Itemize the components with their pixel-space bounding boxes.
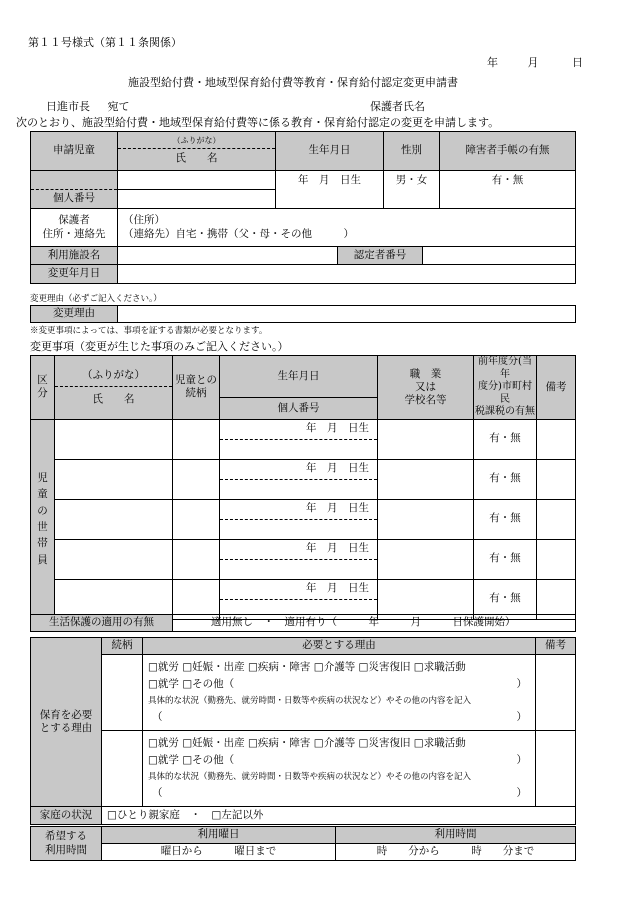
- division-header: [31, 356, 55, 420]
- hh-name-field[interactable]: [55, 459, 173, 499]
- disability-header: 障害者手帳の有無: [440, 132, 576, 171]
- reason-other-1[interactable]: □就学 □その他（: [148, 678, 235, 691]
- addressee-suffix: 宛て: [107, 100, 130, 113]
- hh-name-label: 氏 名: [92, 392, 135, 405]
- my-number-label: 個人番号: [31, 190, 118, 209]
- hours-label-1: 希望する: [45, 830, 87, 843]
- applicant-gender-field[interactable]: 男・女: [384, 171, 440, 209]
- family-table: [30, 806, 576, 825]
- days-field[interactable]: 曜日から 曜日まで: [102, 844, 336, 861]
- hh-relation-field[interactable]: [173, 579, 220, 619]
- guardian-field[interactable]: [118, 209, 576, 247]
- hh-tax-field[interactable]: 有・無: [474, 539, 537, 579]
- side-char: 員: [37, 553, 48, 566]
- reason-close-1: ）: [516, 678, 527, 691]
- reason-remarks-field-1[interactable]: [536, 655, 576, 731]
- addressee: [46, 98, 130, 114]
- hh-remarks-field[interactable]: [537, 459, 576, 499]
- hh-remarks-field[interactable]: [537, 419, 576, 459]
- hh-tax-field[interactable]: 有・無: [474, 459, 537, 499]
- reason-options-2[interactable]: □就労 □妊娠・出産 □疾病・障害 □介護等 □災害復旧 □求職活動: [148, 736, 466, 749]
- reason-table: [30, 637, 576, 807]
- gender-header: 性別: [384, 132, 440, 171]
- reason-remarks-header: 備考: [536, 638, 576, 655]
- day-label: 日: [572, 56, 583, 69]
- hh-job-field[interactable]: [378, 459, 474, 499]
- welfare-label: 生活保護の適用の有無: [31, 615, 173, 632]
- change-reason-note: 変更理由（必ずご記入ください。）: [30, 294, 162, 304]
- reason-detail-1: 具体的な状況（勤務先、就労時間・日数等や疾病の状況など）やその他の内容を記入: [148, 696, 472, 707]
- hh-birth-field[interactable]: 年 月 日生: [220, 579, 378, 599]
- reason-label-1: 保育を必要: [39, 708, 93, 721]
- hh-job-field[interactable]: [378, 419, 474, 459]
- reason-options-1[interactable]: □就労 □妊娠・出産 □疾病・障害 □介護等 □災害復旧 □求職活動: [148, 660, 466, 673]
- household-side-text: [31, 470, 54, 568]
- date-line: [487, 54, 607, 70]
- applicant-table: [30, 131, 576, 209]
- welfare-table: [30, 614, 576, 632]
- change-items-note: 変更事項（変更が生じた事項のみご記入ください。）: [30, 340, 289, 353]
- reason-close-2: ）: [516, 754, 527, 767]
- side-char: 帯: [37, 537, 48, 550]
- welfare-field[interactable]: 適用無し ・ 適用有り（ 年 月 日保護開始）: [173, 615, 576, 632]
- time-field[interactable]: 時 分から 時 分まで: [336, 844, 576, 861]
- page-title: 施設型給付費・地域型保育給付費等教育・保育給付認定変更申請書: [128, 76, 458, 89]
- change-date-label: 変更年月日: [31, 265, 118, 284]
- addressee-name: 日進市長: [46, 100, 90, 113]
- month-label: 月: [527, 56, 539, 69]
- hh-birth-field[interactable]: 年 月 日生: [220, 459, 378, 479]
- furigana-label: （ふりがな）: [118, 136, 275, 149]
- side-char: 童: [37, 488, 48, 501]
- hh-birth-field[interactable]: 年 月 日生: [220, 499, 378, 519]
- hh-remarks-field[interactable]: [537, 579, 576, 619]
- hh-name-field[interactable]: [55, 539, 173, 579]
- hh-name-field[interactable]: [55, 499, 173, 539]
- cert-number-field[interactable]: [423, 247, 576, 265]
- hh-furigana-label: （ふりがな）: [55, 369, 172, 387]
- hh-job-field[interactable]: [378, 579, 474, 619]
- relation-header: 児童との続柄: [173, 356, 220, 420]
- my-number-boxes[interactable]: [118, 190, 276, 209]
- household-table: [30, 355, 576, 620]
- reason-relation-header: 続柄: [102, 638, 143, 655]
- cert-number-label: 認定者番号: [338, 247, 423, 265]
- change-date-field[interactable]: [118, 265, 576, 284]
- reason-close-1b: ）: [516, 710, 527, 723]
- hh-remarks-field[interactable]: [537, 539, 576, 579]
- address-field[interactable]: （住所）: [123, 214, 165, 227]
- change-reason-table: [30, 305, 576, 323]
- applicant-label: 申請児童: [31, 132, 118, 171]
- tax-header-2: 度分)市町村民: [478, 381, 532, 405]
- hh-remarks-field[interactable]: [537, 499, 576, 539]
- year-label: 年: [487, 56, 498, 69]
- family-label: 家庭の状況: [31, 807, 102, 825]
- side-char: の: [37, 504, 48, 517]
- hh-birth-header: 生年月日: [220, 356, 378, 398]
- hh-mynumber-boxes[interactable]: [220, 479, 378, 499]
- hh-mynumber-boxes[interactable]: [220, 519, 378, 539]
- job-header: [378, 356, 474, 420]
- reason-label-2: とする理由: [39, 722, 93, 734]
- reason-close-2b: ）: [516, 786, 527, 799]
- hh-relation-field[interactable]: [173, 419, 220, 459]
- reason-open-1: （: [152, 710, 163, 723]
- applicant-disability-field[interactable]: 有・無: [440, 171, 576, 209]
- applicant-name-header: [118, 132, 276, 171]
- side-char: 児: [37, 472, 48, 485]
- reason-other-2[interactable]: □就学 □その他（: [148, 754, 235, 767]
- hh-tax-field[interactable]: 有・無: [474, 579, 537, 619]
- hh-mynumber-boxes[interactable]: [220, 439, 378, 459]
- change-reason-label: 変更理由: [31, 306, 118, 323]
- hh-name-field[interactable]: [55, 419, 173, 459]
- reason-header: 必要とする理由: [143, 638, 536, 655]
- hh-birth-field[interactable]: 年 月 日生: [220, 539, 378, 559]
- job-header-3: 学校名等: [404, 393, 447, 406]
- reason-open-2: （: [152, 786, 163, 799]
- guardian-label-2: 住所・連絡先: [42, 227, 106, 240]
- facility-field[interactable]: [118, 247, 338, 265]
- guardian-label: [31, 209, 118, 247]
- time-header: 利用時間: [336, 827, 576, 844]
- hours-label: [31, 827, 102, 861]
- hours-label-2: 利用時間: [45, 843, 87, 856]
- household-side-label: [31, 419, 55, 619]
- hh-name-field[interactable]: [55, 579, 173, 619]
- hh-mynumber-boxes[interactable]: [220, 559, 378, 579]
- family-field[interactable]: □ひとり親家庭 ・ □左記以外: [102, 807, 576, 825]
- hh-tax-field[interactable]: 有・無: [474, 499, 537, 539]
- evidence-note: ※変更事項によっては、事項を証する書類が必要となります。: [30, 326, 268, 336]
- hh-relation-field[interactable]: [173, 539, 220, 579]
- applicant-name-field[interactable]: [118, 171, 276, 190]
- reason-label: [31, 638, 102, 807]
- hh-relation-field[interactable]: [173, 459, 220, 499]
- reason-remarks-field-2[interactable]: [536, 731, 576, 807]
- days-header: 利用曜日: [102, 827, 336, 844]
- hh-birth-field[interactable]: 年 月 日生: [220, 419, 378, 439]
- facility-label: 利用施設名: [31, 247, 118, 265]
- applicant-birth-field[interactable]: 年 月 日生: [276, 171, 384, 209]
- hh-remarks-header: 備考: [537, 356, 576, 420]
- hh-job-field[interactable]: [378, 499, 474, 539]
- birth-header: 生年月日: [276, 132, 384, 171]
- hh-job-field[interactable]: [378, 539, 474, 579]
- form-number: 第１１号様式（第１１条関係）: [28, 36, 182, 49]
- job-header-1: 職 業: [409, 367, 442, 380]
- tax-header-1: 前年度分(当年: [478, 356, 532, 380]
- hh-mynumber-header: 個人番号: [220, 397, 378, 419]
- change-reason-field[interactable]: [118, 306, 576, 323]
- name-label: 氏 名: [175, 152, 218, 165]
- reason-detail-2: 具体的な状況（勤務先、就労時間・日数等や疾病の状況など）やその他の内容を記入: [148, 772, 472, 783]
- division-header-text: 区分: [37, 374, 48, 400]
- guardian-table: [30, 208, 576, 284]
- hours-table: [30, 826, 576, 861]
- guardian-name-label: 保護者氏名: [370, 100, 425, 113]
- hh-tax-field[interactable]: 有・無: [474, 419, 537, 459]
- job-header-2: 又は: [415, 380, 436, 393]
- tax-header: [474, 356, 537, 420]
- tax-header-3: 税課税の有無: [475, 406, 535, 417]
- side-char: 世: [37, 521, 48, 533]
- intro-text: 次のとおり、施設型給付費・地域型保育給付費等に係る教育・保育給付認定の変更を申請します。: [16, 116, 500, 129]
- reason-block-1[interactable]: [143, 655, 536, 731]
- reason-block-2[interactable]: [143, 731, 536, 807]
- guardian-label-1: 保護者: [58, 214, 90, 227]
- reason-relation-field-1[interactable]: [102, 655, 143, 731]
- reason-relation-field-2[interactable]: [102, 731, 143, 807]
- hh-relation-field[interactable]: [173, 499, 220, 539]
- contact-field[interactable]: （連絡先）自宅・携帯（父・母・その他 ）: [123, 227, 354, 240]
- hh-name-header: [55, 356, 173, 420]
